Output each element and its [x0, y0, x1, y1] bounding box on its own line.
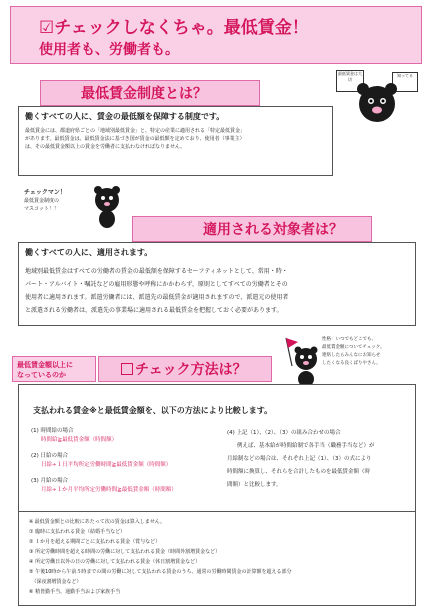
section1-box	[18, 106, 333, 176]
mascot-small-bear-icon	[92, 184, 122, 228]
section3-heading-bar	[98, 356, 272, 382]
section3-lead: 支払われる賃金※と最低賃金額を、以下の方法により比較します。	[33, 406, 273, 415]
method-label: (2) 日給の場合	[31, 453, 69, 459]
section2-body-line: と派遣される労働者は、派遣先の事業場に適用される最低賃金を把握しておく必要があります。	[25, 307, 283, 314]
section3-box	[18, 384, 416, 606]
sign-right: 知ってる	[392, 72, 418, 92]
note-line: ⑤ 午後10時から午前５時までの間の労働に対して支払われる賃金のうち、通常の労働時間賃金の計算額を超える部分	[29, 569, 292, 575]
exclusion-notes	[29, 517, 409, 597]
mascot-note	[322, 336, 426, 368]
notes-divider	[19, 511, 415, 512]
note-line: ⑥ 精皆勤手当、通勤手当および家族手当	[29, 589, 121, 595]
section2-body-line: 地域別最低賃金はすべての労働者の賃金の最低額を保障するセーフティネットとして、常用・時・	[25, 268, 288, 275]
method-list-left	[31, 427, 221, 495]
note-line: ※ 最低賃金額との比較にあたって次の賃金は算入しません。	[29, 519, 166, 525]
mascot-caption	[24, 188, 94, 213]
method-combination-line: 月給制などの場合は、それぞれ上記（1）、（3）の式により	[227, 456, 372, 462]
section2-heading: 適用される対象者は？	[132, 216, 372, 242]
method-formula: 日給÷１日平均所定労働時間≧最低賃金額（時間額）	[41, 462, 172, 468]
note-line: ④ 所定労働日以外の日の労働に対して支払われる賃金（休日割増賃金など）	[29, 559, 201, 565]
header-banner	[10, 6, 422, 64]
sign-left: 最低賃金は大切	[336, 70, 364, 92]
section2-box	[18, 242, 416, 326]
section1-heading: 最低賃金制度とは？	[40, 80, 260, 106]
section1-body-line: があります。最低賃金は、最低賃金法に基づき国が賃金の最低額を定めており、使用者（事業主）	[25, 136, 245, 142]
header-subtitle: 使用者も、労働者も。	[39, 42, 179, 58]
section3-heading: チェック方法は？	[135, 362, 247, 378]
note-line: ① 臨時に支払われる賃金（結婚手当など）	[29, 529, 126, 535]
mascot-caption-line: 最低賃金制度の	[24, 198, 60, 204]
mascot-caption-line: マスコット！！	[24, 206, 59, 212]
section3-tag	[12, 356, 96, 382]
section1-body-line: 最低賃金には、都道府県ごとの「地域別最低賃金」と、特定の産業に適用される「特定最低賃金」	[25, 128, 246, 134]
section1-body-line: は、その最低賃金額以上の賃金を労働者に支払わなければなりません。	[25, 144, 186, 150]
method-label: (1) 時間給の場合	[31, 428, 74, 434]
note-line: （深夜割増賃金など）	[29, 579, 82, 585]
mascot-note-line: 最低賃金額についてチェック。	[322, 345, 385, 350]
note-line: ③ 所定労働時間を超える時間の労働に対して支払われる賃金（時間外割増賃金など）	[29, 549, 221, 555]
note-line: ② １か月を超える期間ごとに支払われる賃金（賞与など）	[29, 539, 161, 545]
mascot-note-line: したくなる良くばりやさん。	[322, 361, 381, 366]
method-label: (3) 月給の場合	[31, 478, 69, 484]
method-combination-line: 例えば、基本給が時間給制で各手当（職務手当など）が	[237, 443, 375, 449]
method-combination-line: 間額）と比較します。	[227, 482, 282, 488]
section2-body-line: パート・アルバイト・嘱託などの雇用形態や呼称にかかわらず、原則としてすべての労働者とその	[25, 281, 288, 288]
section2-lead: 働くすべての人に、適用されます。	[25, 248, 153, 257]
mascot-caption-name: チェックマン！	[24, 189, 66, 196]
header-title: ☑チェックしなくちゃ。最低賃金！	[39, 18, 309, 38]
method-formula: 月給÷１か月平均所定労働時間≧最低賃金額（時間額）	[41, 487, 177, 493]
method-combination-line: 時間額に換算し、それらを合計したものを最低賃金額（時	[227, 469, 371, 475]
mascot-bear-icon	[354, 80, 400, 126]
method-formula: 時間給≧最低賃金額（時間額）	[41, 437, 118, 443]
method-combination-line: (4) 上記（1）、（2）、（3）の組み合わせの場合	[227, 430, 341, 436]
section2-body-line: 使用者に適用されます。派遣労働者には、派遣先の最低賃金が適用されますので、派遣元の使用者	[25, 294, 289, 301]
flag-bear-icon	[282, 336, 322, 388]
section1-lead: 働くすべての人に、賃金の最低額を保障する制度です。	[25, 112, 225, 121]
checkbox-icon	[121, 363, 133, 375]
mascot-note-line: 性格：いつでもどこでも、	[322, 337, 376, 342]
mascot-note-line: 連絡したらみんなにお知らせ	[322, 353, 381, 358]
section3-tag-line: なっているのか	[17, 371, 66, 379]
method-combination	[227, 427, 411, 492]
section3-tag-line: 最低賃金額以上に	[17, 361, 73, 369]
